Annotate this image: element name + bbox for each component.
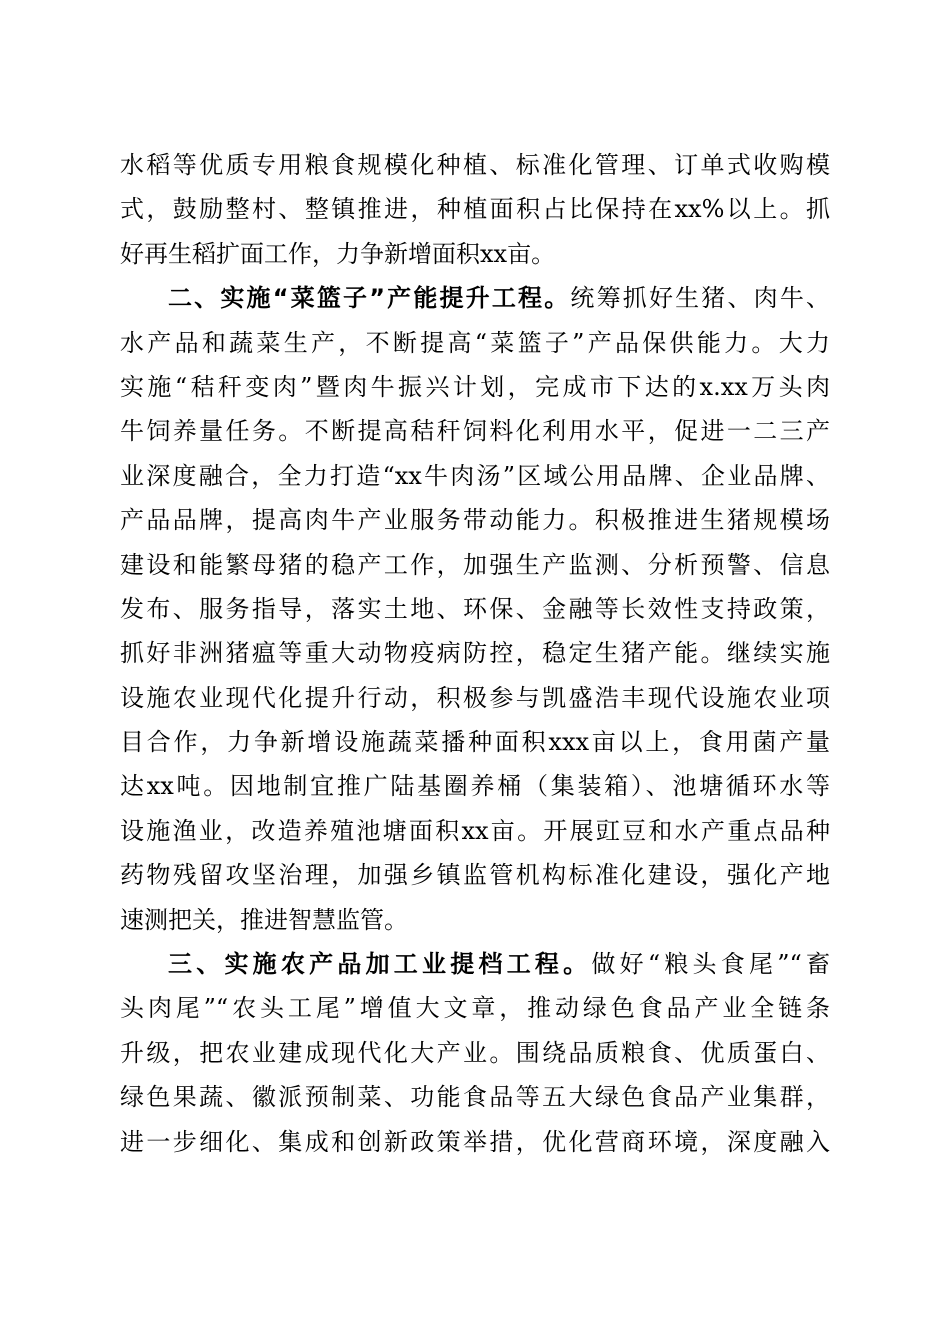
paragraph-1 (120, 143, 830, 276)
paragraph-first-line (120, 276, 830, 320)
document-body (120, 143, 830, 1164)
text-line: 头肉尾”“农头工尾”增值大文章，推动绿色食品产业全链条 (120, 994, 830, 1023)
section-heading: 二、实施“菜篮子”产能提升工程。 (168, 284, 571, 313)
text-line: 牛饲养量任务。不断提高秸秆饲料化利用水平，促进一二三产 (120, 417, 830, 446)
text-line: 设施农业现代化提升行动，积极参与凯盛浩丰现代设施农业项 (120, 683, 830, 712)
text-line: 速测把关，推进智慧监管。 (120, 905, 408, 934)
text-line: 升级，把农业建成现代化大产业。围绕品质粮食、优质蛋白、 (120, 1038, 830, 1067)
text-line: 产品品牌，提高肉牛产业服务带动能力。积极推进生猪规模场 (120, 506, 830, 535)
text-span: 做好“粮头食尾”“畜 (591, 950, 831, 979)
paragraph-2 (120, 276, 830, 942)
text-line: 建设和能繁母猪的稳产工作，加强生产监测、分析预警、信息 (120, 550, 830, 579)
text-line: 抓好非洲猪瘟等重大动物疫病防控，稳定生猪产能。继续实施 (120, 639, 830, 668)
text-line: 目合作，力争新增设施蔬菜播种面积xxx亩以上，食用菌产量 (120, 728, 830, 757)
text-line: 实施“秸秆变肉”暨肉牛振兴计划，完成市下达的x.xx万头肉 (120, 372, 830, 401)
text-span: 统筹抓好生猪、肉牛、 (570, 284, 831, 313)
text-line: 水产品和蔬菜生产，不断提高“菜篮子”产品保供能力。大力 (120, 328, 830, 357)
text-line: 药物残留攻坚治理，加强乡镇监管机构标准化建设，强化产地 (120, 861, 830, 890)
text-line: 水稻等优质专用粮食规模化种植、标准化管理、订单式收购模 (120, 151, 830, 179)
text-line: 达xx吨。因地制宜推广陆基圈养桶（集装箱）、池塘循环水等 (120, 772, 830, 801)
text-line: 式，鼓励整村、整镇推进，种植面积占比保持在xx%以上。抓 (120, 195, 830, 224)
paragraph-3 (120, 942, 830, 1164)
paragraph-first-line (120, 942, 830, 986)
text-line: 设施渔业，改造养殖池塘面积xx亩。开展豇豆和水产重点品种 (120, 816, 830, 845)
text-line: 进一步细化、集成和创新政策举措，优化营商环境，深度融入 (120, 1127, 830, 1156)
text-line: 发布、服务指导，落实土地、环保、金融等长效性支持政策， (120, 594, 830, 623)
section-heading: 三、实施农产品加工业提档工程。 (168, 950, 592, 979)
text-line: 绿色果蔬、徽派预制菜、功能食品等五大绿色食品产业集群， (120, 1083, 830, 1112)
text-line: 业深度融合，全力打造“xx牛肉汤”区域公用品牌、企业品牌、 (120, 461, 830, 490)
text-line: 好再生稻扩面工作，力争新增面积xx亩。 (120, 239, 556, 268)
